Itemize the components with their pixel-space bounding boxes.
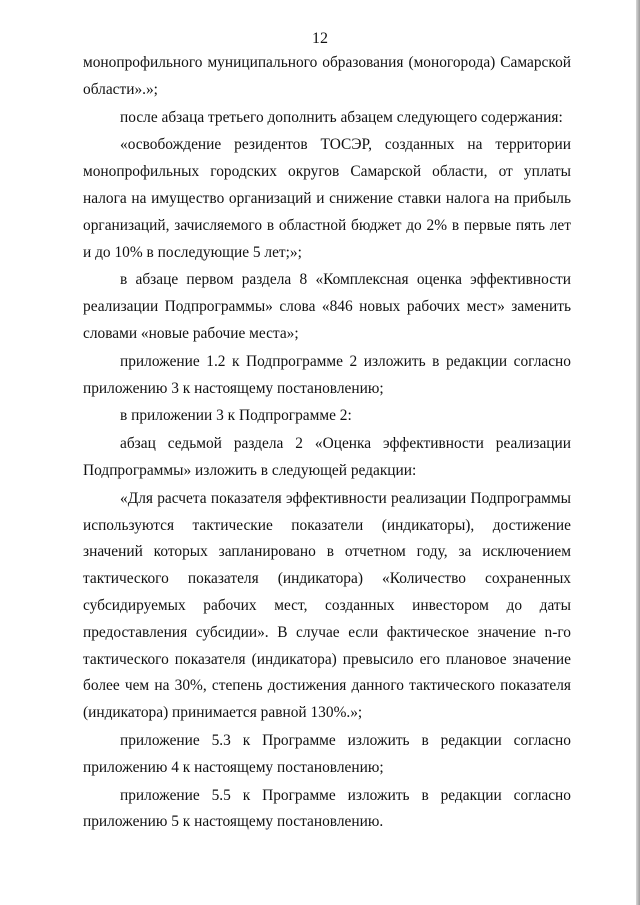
paragraph-8: «Для расчета показателя эффективности реализации Подпрограммы используются тактические показатели (индикаторы), достижение значений которых запланировано в отчетном году, за исключением тактического показателя (индикатора) «Количество сохраненных субсидируемых рабочих мест, созданных инвестором до даты предоставления субсидии». В случае если фактическое значение n-го тактического показателя (индикатора) превысило его плановое значение более чем на 30%, степень достижения данного тактического показателя (индикатора) принимается равной 130%.»; [83,489,571,722]
paragraph-2: после абзаца третьего дополнить абзацем следующего содержания: [120,108,563,126]
paragraph-7: абзац седьмой раздела 2 «Оценка эффективности реализации Подпрограммы» изложить в следующей редакции: [83,435,571,479]
paragraph-6: в приложении 3 к Подпрограмме 2: [120,407,352,425]
paragraph-9: приложение 5.3 к Программе изложить в редакции согласно приложению 4 к настоящему постановлению; [83,731,571,776]
document-body [83,50,571,836]
paragraph-1: монопрофильного муниципального образования (моногорода) Самарской области».»; [83,54,571,98]
paragraph-5: приложение 1.2 к Подпрограмме 2 изложить в редакции согласно приложению 3 к настоящему постановлению; [83,352,571,397]
page-number: 12 [312,30,328,47]
paragraph-10: приложение 5.5 к Программе изложить в редакции согласно приложению 5 к настоящему постановлению. [83,786,571,831]
scan-edge-shadow [636,0,640,905]
paragraph-3: «освобождение резидентов ТОСЭР, созданных на территории монопрофильных городских округов Самарской области, от уплаты налога на имущество организаций и снижение ставки налога на прибыль организаций, зачисляемого в областной бюджет до 2% в первые пять лет и до 10% в последующие 5 лет;»; [83,136,571,261]
paragraph-4: в абзаце первом раздела 8 «Комплексная оценка эффективности реализации Подпрограммы» слова «846 новых рабочих мест» заменить словами «новые рабочие места»; [83,271,571,342]
